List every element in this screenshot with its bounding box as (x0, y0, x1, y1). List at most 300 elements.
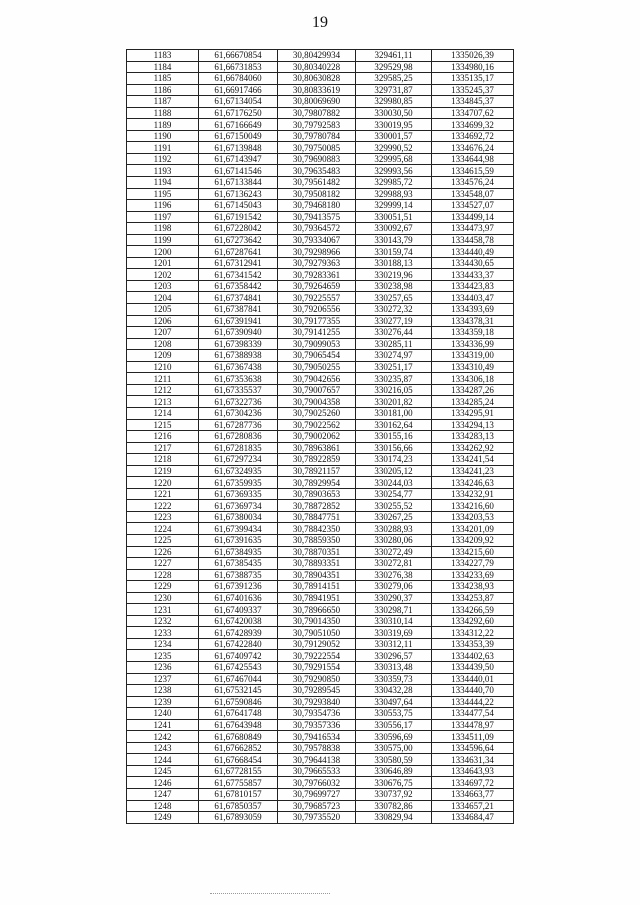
cell-coord-x: 330288,93 (356, 523, 432, 535)
cell-latitude: 61,67134054 (199, 96, 278, 108)
cell-coord-y: 1334643,93 (432, 765, 514, 777)
cell-coord-x: 330267,25 (356, 511, 432, 523)
cell-point-number: 1227 (127, 558, 199, 570)
cell-latitude: 61,67428939 (199, 627, 278, 639)
cell-latitude: 61,67133844 (199, 177, 278, 189)
cell-longitude: 30,79129052 (278, 638, 356, 650)
cell-coord-x: 330676,75 (356, 777, 432, 789)
cell-longitude: 30,79750085 (278, 142, 356, 154)
cell-latitude: 61,67287736 (199, 419, 278, 431)
cell-point-number: 1205 (127, 304, 199, 316)
table-row (127, 500, 514, 512)
cell-latitude: 61,67139848 (199, 142, 278, 154)
table-row (127, 384, 514, 396)
cell-longitude: 30,80833619 (278, 84, 356, 96)
table-row (127, 812, 514, 824)
cell-latitude: 61,66731853 (199, 61, 278, 73)
cell-point-number: 1225 (127, 534, 199, 546)
cell-point-number: 1183 (127, 50, 199, 62)
cell-longitude: 30,78859350 (278, 534, 356, 546)
cell-point-number: 1243 (127, 742, 199, 754)
cell-point-number: 1234 (127, 638, 199, 650)
cell-point-number: 1195 (127, 188, 199, 200)
cell-coord-y: 1334433,37 (432, 269, 514, 281)
cell-latitude: 61,67369734 (199, 500, 278, 512)
cell-latitude: 61,67176250 (199, 107, 278, 119)
cell-latitude: 61,67312941 (199, 257, 278, 269)
cell-coord-y: 1334233,69 (432, 569, 514, 581)
cell-point-number: 1215 (127, 419, 199, 431)
cell-latitude: 61,67755857 (199, 777, 278, 789)
cell-latitude: 61,67287641 (199, 246, 278, 258)
cell-coord-x: 330143,79 (356, 234, 432, 246)
table-row (127, 442, 514, 454)
cell-coord-y: 1334663,77 (432, 789, 514, 801)
cell-coord-x: 330216,05 (356, 384, 432, 396)
cell-longitude: 30,79002062 (278, 431, 356, 443)
cell-point-number: 1192 (127, 153, 199, 165)
cell-latitude: 61,67322736 (199, 396, 278, 408)
table-row (127, 731, 514, 743)
cell-point-number: 1193 (127, 165, 199, 177)
cell-longitude: 30,79780784 (278, 130, 356, 142)
cell-point-number: 1232 (127, 615, 199, 627)
table-row (127, 419, 514, 431)
cell-coord-y: 1334458,78 (432, 234, 514, 246)
cell-latitude: 61,67273642 (199, 234, 278, 246)
cell-point-number: 1221 (127, 488, 199, 500)
cell-coord-y: 1334203,53 (432, 511, 514, 523)
cell-longitude: 30,79690883 (278, 153, 356, 165)
cell-point-number: 1188 (127, 107, 199, 119)
cell-longitude: 30,79416534 (278, 731, 356, 743)
cell-longitude: 30,80630828 (278, 73, 356, 85)
table-row (127, 777, 514, 789)
cell-coord-y: 1334676,24 (432, 142, 514, 154)
cell-latitude: 61,67388735 (199, 569, 278, 581)
cell-latitude: 61,66784060 (199, 73, 278, 85)
table-row (127, 153, 514, 165)
cell-coord-y: 1334477,54 (432, 708, 514, 720)
table-row (127, 165, 514, 177)
cell-point-number: 1203 (127, 280, 199, 292)
table-row (127, 638, 514, 650)
cell-coord-y: 1334440,01 (432, 673, 514, 685)
cell-latitude: 61,67324935 (199, 465, 278, 477)
cell-latitude: 61,67367438 (199, 361, 278, 373)
table-row (127, 96, 514, 108)
cell-longitude: 30,79578838 (278, 742, 356, 754)
cell-latitude: 61,67228042 (199, 223, 278, 235)
cell-coord-y: 1334241,54 (432, 454, 514, 466)
cell-coord-x: 330782,86 (356, 800, 432, 812)
cell-longitude: 30,79065454 (278, 350, 356, 362)
cell-latitude: 61,66670854 (199, 50, 278, 62)
table-row (127, 223, 514, 235)
cell-latitude: 61,67662852 (199, 742, 278, 754)
cell-coord-x: 330737,92 (356, 789, 432, 801)
cell-point-number: 1231 (127, 604, 199, 616)
cell-coord-x: 330580,59 (356, 754, 432, 766)
cell-coord-x: 330359,73 (356, 673, 432, 685)
cell-coord-y: 1334707,62 (432, 107, 514, 119)
cell-longitude: 30,79279363 (278, 257, 356, 269)
cell-latitude: 61,67374841 (199, 292, 278, 304)
cell-coord-y: 1334440,70 (432, 685, 514, 697)
cell-coord-y: 1334511,09 (432, 731, 514, 743)
table-row (127, 569, 514, 581)
cell-longitude: 30,79468180 (278, 200, 356, 212)
cell-longitude: 30,79792583 (278, 119, 356, 131)
cell-point-number: 1207 (127, 327, 199, 339)
cell-coord-y: 1334378,31 (432, 315, 514, 327)
cell-latitude: 61,67280836 (199, 431, 278, 443)
cell-coord-y: 1334209,92 (432, 534, 514, 546)
cell-coord-y: 1334697,72 (432, 777, 514, 789)
cell-coord-x: 329461,11 (356, 50, 432, 62)
cell-longitude: 30,79644138 (278, 754, 356, 766)
cell-coord-x: 330277,19 (356, 315, 432, 327)
cell-latitude: 61,66917466 (199, 84, 278, 96)
cell-longitude: 30,79699727 (278, 789, 356, 801)
cell-latitude: 61,67398339 (199, 338, 278, 350)
cell-latitude: 61,67304236 (199, 407, 278, 419)
cell-latitude: 61,67387841 (199, 304, 278, 316)
cell-longitude: 30,78872852 (278, 500, 356, 512)
cell-coord-y: 1334478,97 (432, 719, 514, 731)
cell-latitude: 61,67422840 (199, 638, 278, 650)
cell-latitude: 61,67850357 (199, 800, 278, 812)
table-row (127, 719, 514, 731)
table-row (127, 673, 514, 685)
cell-latitude: 61,67359935 (199, 477, 278, 489)
cell-coord-y: 1335026,39 (432, 50, 514, 62)
cell-coord-y: 1334499,14 (432, 211, 514, 223)
cell-point-number: 1201 (127, 257, 199, 269)
cell-point-number: 1233 (127, 627, 199, 639)
cell-coord-y: 1334403,47 (432, 292, 514, 304)
cell-point-number: 1235 (127, 650, 199, 662)
cell-coord-x: 330310,14 (356, 615, 432, 627)
table-row (127, 119, 514, 131)
cell-coord-x: 330205,12 (356, 465, 432, 477)
cell-point-number: 1246 (127, 777, 199, 789)
cell-coord-x: 330254,77 (356, 488, 432, 500)
cell-longitude: 30,78842350 (278, 523, 356, 535)
cell-point-number: 1211 (127, 373, 199, 385)
table-row (127, 257, 514, 269)
cell-point-number: 1244 (127, 754, 199, 766)
cell-coord-y: 1334285,24 (432, 396, 514, 408)
table-row (127, 592, 514, 604)
cell-coord-x: 330276,44 (356, 327, 432, 339)
cell-longitude: 30,80340228 (278, 61, 356, 73)
cell-coord-x: 330030,50 (356, 107, 432, 119)
cell-point-number: 1224 (127, 523, 199, 535)
cell-longitude: 30,79050255 (278, 361, 356, 373)
cell-latitude: 61,67166649 (199, 119, 278, 131)
cell-coord-x: 330553,75 (356, 708, 432, 720)
table-row (127, 800, 514, 812)
table-row (127, 581, 514, 593)
cell-point-number: 1185 (127, 73, 199, 85)
cell-latitude: 61,67390940 (199, 327, 278, 339)
table-row (127, 142, 514, 154)
cell-longitude: 30,79293840 (278, 696, 356, 708)
cell-coord-x: 330255,52 (356, 500, 432, 512)
table-row (127, 488, 514, 500)
cell-longitude: 30,79291554 (278, 661, 356, 673)
cell-latitude: 61,67590846 (199, 696, 278, 708)
table-row (127, 350, 514, 362)
cell-point-number: 1242 (127, 731, 199, 743)
cell-longitude: 30,79007657 (278, 384, 356, 396)
cell-longitude: 30,79665533 (278, 765, 356, 777)
cell-point-number: 1210 (127, 361, 199, 373)
cell-coord-x: 330298,71 (356, 604, 432, 616)
cell-coord-x: 330556,17 (356, 719, 432, 731)
cell-coord-x: 330280,06 (356, 534, 432, 546)
cell-coord-x: 330155,16 (356, 431, 432, 443)
table-row (127, 269, 514, 281)
cell-coord-x: 330188,13 (356, 257, 432, 269)
cell-coord-x: 329731,87 (356, 84, 432, 96)
cell-coord-y: 1334596,64 (432, 742, 514, 754)
cell-longitude: 30,78847751 (278, 511, 356, 523)
cell-point-number: 1184 (127, 61, 199, 73)
cell-coord-y: 1335245,37 (432, 84, 514, 96)
cell-coord-y: 1334306,18 (432, 373, 514, 385)
cell-coord-x: 329999,14 (356, 200, 432, 212)
cell-latitude: 61,67680849 (199, 731, 278, 743)
cell-point-number: 1241 (127, 719, 199, 731)
cell-latitude: 61,67384935 (199, 546, 278, 558)
cell-point-number: 1186 (127, 84, 199, 96)
cell-longitude: 30,78921157 (278, 465, 356, 477)
cell-point-number: 1209 (127, 350, 199, 362)
table-row (127, 211, 514, 223)
table-row (127, 234, 514, 246)
cell-coord-x: 330497,64 (356, 696, 432, 708)
cell-coord-y: 1334336,99 (432, 338, 514, 350)
cell-point-number: 1239 (127, 696, 199, 708)
cell-coord-x: 330272,81 (356, 558, 432, 570)
cell-point-number: 1248 (127, 800, 199, 812)
cell-longitude: 30,79206556 (278, 304, 356, 316)
cell-coord-x: 329990,52 (356, 142, 432, 154)
cell-coord-y: 1334684,47 (432, 812, 514, 824)
cell-point-number: 1202 (127, 269, 199, 281)
cell-latitude: 61,67643948 (199, 719, 278, 731)
cell-latitude: 61,67191542 (199, 211, 278, 223)
cell-latitude: 61,67385435 (199, 558, 278, 570)
cell-point-number: 1237 (127, 673, 199, 685)
cell-coord-y: 1334292,60 (432, 615, 514, 627)
cell-latitude: 61,67641748 (199, 708, 278, 720)
table-row (127, 84, 514, 96)
table-row (127, 107, 514, 119)
table-row (127, 627, 514, 639)
cell-longitude: 30,79766032 (278, 777, 356, 789)
cell-coord-x: 329995,68 (356, 153, 432, 165)
cell-coord-y: 1334227,79 (432, 558, 514, 570)
cell-point-number: 1220 (127, 477, 199, 489)
cell-coord-x: 330162,64 (356, 419, 432, 431)
cell-coord-x: 329985,72 (356, 177, 432, 189)
table-row (127, 454, 514, 466)
table-row (127, 765, 514, 777)
cell-longitude: 30,78870351 (278, 546, 356, 558)
table-row (127, 754, 514, 766)
cell-coord-y: 1334644,98 (432, 153, 514, 165)
cell-latitude: 61,67467044 (199, 673, 278, 685)
cell-longitude: 30,79298966 (278, 246, 356, 258)
cell-longitude: 30,79042656 (278, 373, 356, 385)
cell-coord-y: 1334319,00 (432, 350, 514, 362)
cell-coord-y: 1334287,26 (432, 384, 514, 396)
cell-coord-x: 330596,69 (356, 731, 432, 743)
cell-coord-y: 1334657,21 (432, 800, 514, 812)
cell-coord-x: 330238,98 (356, 280, 432, 292)
table-row (127, 558, 514, 570)
table-row (127, 523, 514, 535)
cell-longitude: 30,79290850 (278, 673, 356, 685)
cell-longitude: 30,79354736 (278, 708, 356, 720)
table-row (127, 280, 514, 292)
cell-coord-x: 330181,00 (356, 407, 432, 419)
cell-longitude: 30,79022562 (278, 419, 356, 431)
cell-coord-x: 330276,38 (356, 569, 432, 581)
cell-coord-x: 330829,94 (356, 812, 432, 824)
cell-longitude: 30,79508182 (278, 188, 356, 200)
cell-coord-x: 329980,85 (356, 96, 432, 108)
cell-coord-y: 1334359,18 (432, 327, 514, 339)
cell-coord-y: 1334615,59 (432, 165, 514, 177)
cell-coord-x: 330319,69 (356, 627, 432, 639)
cell-longitude: 30,80429934 (278, 50, 356, 62)
footer-scan-mark (210, 893, 330, 895)
cell-point-number: 1223 (127, 511, 199, 523)
cell-latitude: 61,67391941 (199, 315, 278, 327)
cell-longitude: 30,78893351 (278, 558, 356, 570)
cell-point-number: 1240 (127, 708, 199, 720)
cell-coord-x: 330051,51 (356, 211, 432, 223)
cell-coord-x: 330296,57 (356, 650, 432, 662)
cell-coord-x: 330201,82 (356, 396, 432, 408)
cell-latitude: 61,67145043 (199, 200, 278, 212)
cell-coord-x: 330272,49 (356, 546, 432, 558)
cell-longitude: 30,78929954 (278, 477, 356, 489)
cell-coord-y: 1334473,97 (432, 223, 514, 235)
cell-point-number: 1229 (127, 581, 199, 593)
cell-longitude: 30,79357336 (278, 719, 356, 731)
cell-coord-y: 1334402,63 (432, 650, 514, 662)
cell-coord-x: 330274,97 (356, 350, 432, 362)
cell-latitude: 61,67401636 (199, 592, 278, 604)
cell-coord-y: 1334253,87 (432, 592, 514, 604)
cell-longitude: 30,79177355 (278, 315, 356, 327)
cell-point-number: 1226 (127, 546, 199, 558)
cell-latitude: 61,67150049 (199, 130, 278, 142)
cell-point-number: 1200 (127, 246, 199, 258)
cell-latitude: 61,67388938 (199, 350, 278, 362)
table-row (127, 534, 514, 546)
cell-longitude: 30,79264659 (278, 280, 356, 292)
cell-point-number: 1216 (127, 431, 199, 443)
cell-point-number: 1222 (127, 500, 199, 512)
cell-latitude: 61,67409742 (199, 650, 278, 662)
cell-latitude: 61,67141546 (199, 165, 278, 177)
cell-coord-y: 1334692,72 (432, 130, 514, 142)
table-row (127, 315, 514, 327)
cell-point-number: 1204 (127, 292, 199, 304)
table-row (127, 361, 514, 373)
cell-longitude: 30,79141255 (278, 327, 356, 339)
cell-latitude: 61,67399434 (199, 523, 278, 535)
cell-point-number: 1214 (127, 407, 199, 419)
table-row (127, 696, 514, 708)
cell-coord-y: 1334576,24 (432, 177, 514, 189)
cell-point-number: 1219 (127, 465, 199, 477)
cell-coord-x: 330244,03 (356, 477, 432, 489)
cell-longitude: 30,79635483 (278, 165, 356, 177)
cell-latitude: 61,67341542 (199, 269, 278, 281)
cell-coord-x: 330156,66 (356, 442, 432, 454)
cell-latitude: 61,67532145 (199, 685, 278, 697)
cell-coord-y: 1334295,91 (432, 407, 514, 419)
cell-coord-x: 330235,87 (356, 373, 432, 385)
cell-latitude: 61,67425543 (199, 661, 278, 673)
cell-longitude: 30,78904351 (278, 569, 356, 581)
cell-coord-y: 1334266,59 (432, 604, 514, 616)
cell-longitude: 30,79222554 (278, 650, 356, 662)
cell-longitude: 30,79289545 (278, 685, 356, 697)
table-row (127, 407, 514, 419)
cell-longitude: 30,79025260 (278, 407, 356, 419)
cell-coord-x: 330290,37 (356, 592, 432, 604)
page-number: 19 (312, 14, 328, 31)
cell-coord-x: 329529,98 (356, 61, 432, 73)
cell-coord-y: 1334201,09 (432, 523, 514, 535)
cell-coord-y: 1334393,69 (432, 304, 514, 316)
cell-coord-x: 330219,96 (356, 269, 432, 281)
cell-coord-y: 1334527,07 (432, 200, 514, 212)
cell-coord-x: 330257,65 (356, 292, 432, 304)
table-row (127, 61, 514, 73)
cell-longitude: 30,79225557 (278, 292, 356, 304)
cell-coord-y: 1334312,22 (432, 627, 514, 639)
table-row (127, 511, 514, 523)
cell-coord-x: 329585,25 (356, 73, 432, 85)
table-row (127, 292, 514, 304)
cell-coord-y: 1334216,60 (432, 500, 514, 512)
cell-point-number: 1198 (127, 223, 199, 235)
cell-latitude: 61,67143947 (199, 153, 278, 165)
cell-coord-y: 1334440,49 (432, 246, 514, 258)
cell-longitude: 30,79014350 (278, 615, 356, 627)
cell-point-number: 1187 (127, 96, 199, 108)
cell-coord-y: 1334423,83 (432, 280, 514, 292)
cell-longitude: 30,79413575 (278, 211, 356, 223)
table-row (127, 373, 514, 385)
cell-coord-y: 1334631,34 (432, 754, 514, 766)
cell-coord-x: 330174,23 (356, 454, 432, 466)
cell-latitude: 61,67391635 (199, 534, 278, 546)
cell-point-number: 1194 (127, 177, 199, 189)
table-row (127, 477, 514, 489)
cell-coord-y: 1335135,17 (432, 73, 514, 85)
table-row (127, 177, 514, 189)
